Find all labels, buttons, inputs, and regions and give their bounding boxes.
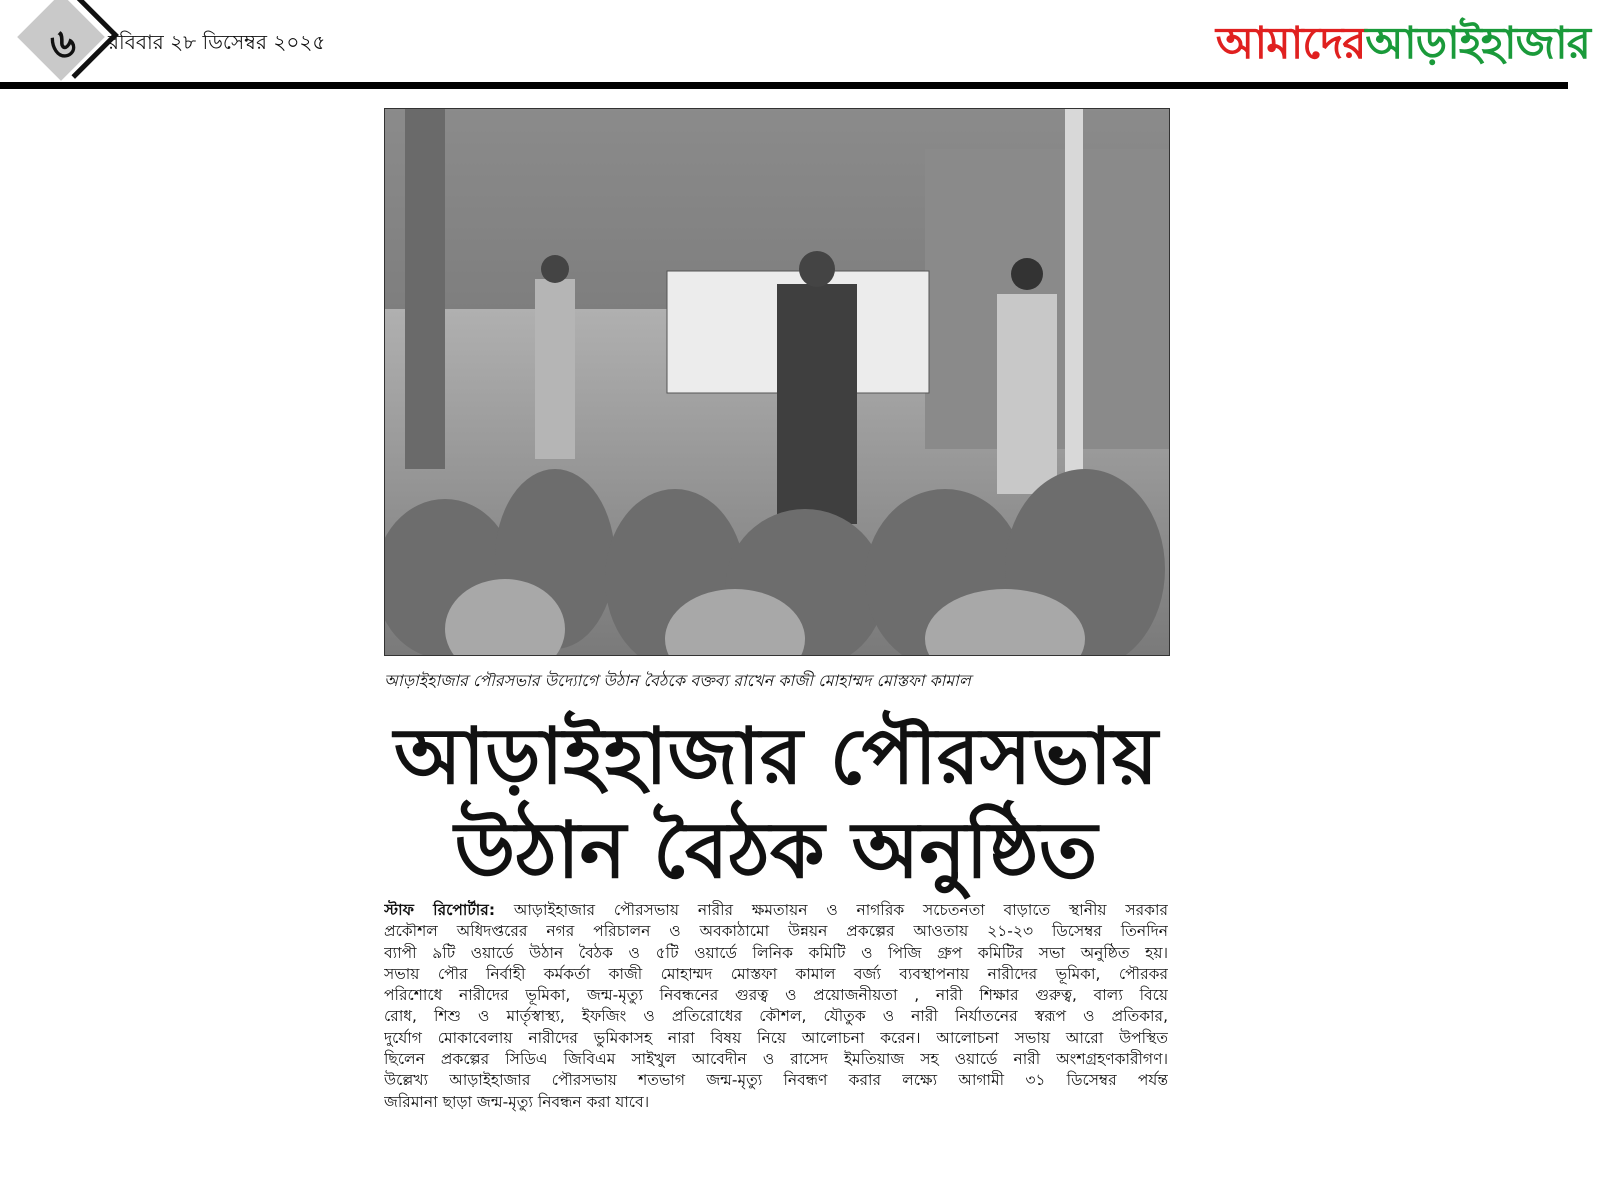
body-line: প্রকৌশল অধিদপ্তরের নগর পরিচালন ও অবকাঠামো উন্নয়ন প্রকল্পের আওতায় ২১-২৩ ডিসেম্বর তিনদিন xyxy=(384,922,1168,941)
header-rule xyxy=(0,82,1568,89)
body-text: আড়াইহাজার পৌরসভায় নারীর ক্ষমতায়ন ও নাগরিক সচেতনতা বাড়াতে স্থানীয় সরকার xyxy=(513,901,1168,919)
body-line: জরিমানা ছাড়া জন্ম-মৃত্যু নিবন্ধন করা যাবে। xyxy=(384,1092,650,1111)
headline-line: আড়াইহাজার পৌরসভায় xyxy=(394,711,1158,802)
body-line xyxy=(384,900,1168,921)
body-line: ছিলেন প্রকল্পের সিডিএ জিবিএম সাইখুল আবেদীন ও রাসেদ ইমতিয়াজ সহ ওয়ার্ডে নারী অংশগ্রহণকারীগণ। xyxy=(384,1050,1168,1069)
body-line: সভায় পৌর নির্বাহী কর্মকর্তা কাজী মোহাম্মদ মোস্তফা কামাল বর্জ্য ব্যবস্থাপনায় নারীদের ভূমিকা, পৌরকর xyxy=(384,964,1168,983)
body-line: দুর্যোগ মোকাবেলায় নারীদের ভুমিকাসহ নারা বিষয় নিয়ে আলোচনা করেন। আলোচনা সভায় আরো উপস্থিত xyxy=(384,1028,1168,1047)
photo-illustration xyxy=(385,109,1169,655)
logo-part1: আমাদের xyxy=(1215,18,1366,69)
body-line: রোধ, শিশু ও মার্তৃস্বাস্থ্য, ইফজিং ও প্রতিরোধের কৌশল, যৌতুক ও নারী নির্যাতনের স্বরূপ ও প্রতিকার, xyxy=(384,1007,1168,1026)
newspaper-logo xyxy=(1216,10,1590,83)
body-line: পরিশোধে নারীদের ভূমিকা, জন্ম-মৃত্যু নিবন্ধনের গুরত্ব ও প্রয়োজনীয়তা , নারী শিক্ষার গুরুত্ব, বাল্য বিয়ে xyxy=(384,986,1168,1005)
headline xyxy=(384,710,1168,898)
body-line: ব্যাপী ৯টি ওয়ার্ডে উঠান বৈঠক ও ৫টি ওয়ার্ডে লিনিক কমিটি ও পিজি গ্রুপ কমিটির সভা অনুষ্ঠিত হয়। xyxy=(384,943,1168,962)
body-line: উল্লেখ্য আড়াইহাজার পৌরসভায় শতভাগ জন্ম-মৃত্যু নিবন্ধণ করার লক্ষ্যে আগামী ৩১ ডিসেম্বর পর্যন্ত xyxy=(384,1071,1168,1090)
issue-date: রবিবার ২৮ ডিসেম্বর ২০২৫ xyxy=(108,30,326,54)
article-photo xyxy=(384,108,1170,656)
headline-line: উঠান বৈঠক অনুষ্ঠিত xyxy=(454,805,1098,896)
photo-caption: আড়াইহাজার পৌরসভার উদ্যোগে উঠান বৈঠকে বক্তব্য রাখেন কাজী মোহাম্মদ মোস্তফা কামাল xyxy=(384,671,971,690)
logo-part2: আড়াইহাজার xyxy=(1365,18,1590,69)
page-number: ৬ xyxy=(49,21,76,67)
article-body xyxy=(384,900,1168,1113)
byline: স্টাফ রিপোর্টার: xyxy=(384,901,496,919)
